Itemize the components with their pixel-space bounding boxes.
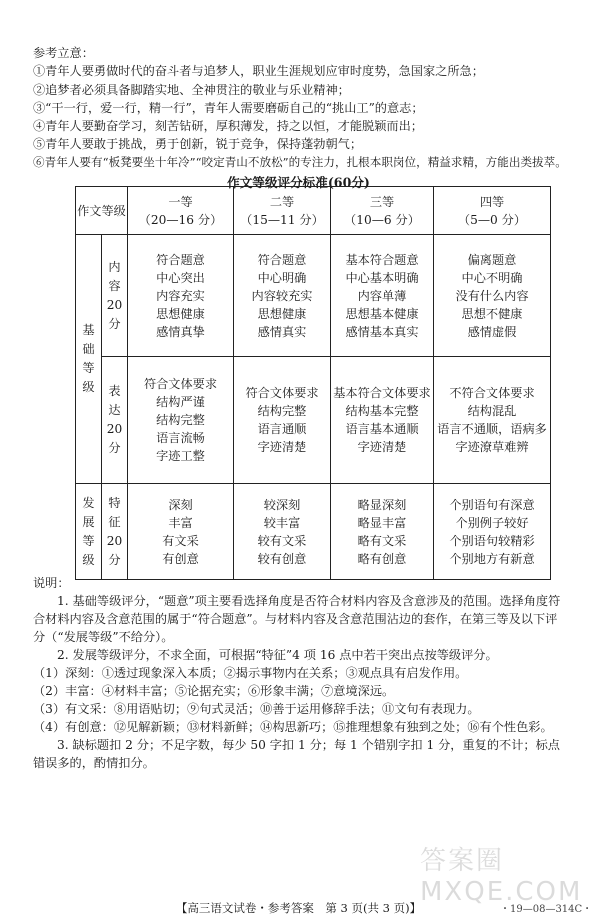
cell-expression-grade1: 符合文体要求 结构严谨 结构完整 语言流畅 字迹工整 xyxy=(128,357,234,484)
note-2: 2. 发展等级评分，不求全面，可根据“特征”4 项 16 点中若干突出点按等级评分。 xyxy=(57,648,498,662)
grade-header-row xyxy=(76,187,551,235)
cell-feature-grade2: 较深刻 较丰富 较有文采 较有创意 xyxy=(234,484,331,580)
grade-4-name: 四等 xyxy=(479,194,505,209)
cell-expression-grade4: 不符合文体要求 结构混乱 语言不通顺，语病多 字迹潦草难辨 xyxy=(434,357,551,484)
intro-point-5: ⑤青年人要敢于挑战，勇于创新，锐于竞争，保持蓬勃朝气； xyxy=(33,137,363,151)
cell-expression-grade2: 符合文体要求 结构完整 语言通顺 字迹清楚 xyxy=(234,357,331,484)
expression-row xyxy=(76,357,551,484)
note-3: 3. 缺标题扣 2 分；不足字数，每少 50 字扣 1 分；每 1 个错别字扣 1 分，重复的不计；标点错误多的，酌情扣分。 xyxy=(33,738,560,770)
intro-point-6: ⑥青年人要有“板凳要坐十年冷”“咬定青山不放松”的专注力，扎根本职岗位，精益求精，方能出类拔萃。 xyxy=(33,155,567,169)
cell-content-grade1: 符合题意 中心突出 内容充实 思想健康 感情真挚 xyxy=(128,235,234,357)
grade-4-range: （5—0 分） xyxy=(457,212,527,227)
grade-2-range: （15—11 分） xyxy=(240,212,324,227)
grade-3-range: （10—6 分） xyxy=(344,212,420,227)
note-2-sub-3: （3）有文采：⑧用语贴切；⑨句式灵活；⑩善于运用修辞手法；⑪文句有表现力。 xyxy=(33,702,480,716)
group-dev-label: 发 展 等 级 xyxy=(82,495,95,567)
scoring-table xyxy=(75,186,551,580)
grade-1-range: （20—16 分） xyxy=(138,212,223,227)
grade-3-name: 三等 xyxy=(369,194,395,209)
intro-point-4: ④青年人要勤奋学习，刻苦钻研，厚积薄发，持之以恒，才能脱颖而出； xyxy=(33,119,423,133)
note-2-sub-1: （1）深刻：①透过现象深入本质；②揭示事物内在关系；③观点具有启发作用。 xyxy=(33,666,468,680)
note-1: 1. 基础等级评分，“题意”项主要看选择角度是否符合材料内容及含意涉及的范围。选择角度符合材料内容及含意范围的属于“符合题意”。与材料内容及含意范围沾边的套作，在第三等及以下评分（“发展等级”不给分）。 xyxy=(33,594,561,644)
cell-feature-grade3: 略显深刻 略显丰富 略有文采 略有创意 xyxy=(331,484,434,580)
intro-point-2: ②追梦者必须具备脚踏实地、全神贯注的敬业与乐业精神； xyxy=(33,83,350,97)
cell-feature-grade1: 深刻 丰富 有文采 有创意 xyxy=(128,484,234,580)
cell-content-grade2: 符合题意 中心明确 内容较充实 思想健康 感情真实 xyxy=(234,235,331,357)
cell-feature-grade4: 个别语句有深意 个别例子较好 个别语句较精彩 个别地方有新意 xyxy=(434,484,551,580)
content-row xyxy=(76,235,551,357)
cell-content-grade4: 偏离题意 中心不明确 没有什么内容 思想不健康 感情虚假 xyxy=(434,235,551,357)
grade-1-name: 一等 xyxy=(168,194,193,209)
group-dev xyxy=(76,484,102,580)
grade-1-header xyxy=(128,187,234,235)
grade-4-header xyxy=(434,187,551,235)
row-label-content-text: 内 容 20 分 xyxy=(106,259,123,331)
row-label-feature xyxy=(102,484,128,580)
note-2-sub-4: （4）有创意：⑫见解新颖；⑬材料新鲜；⑭构思新巧；⑮推理想象有独到之处；⑯有个性色彩。 xyxy=(33,720,553,734)
feature-row xyxy=(76,484,551,580)
row-label-expression-text: 表 达 20 分 xyxy=(106,384,123,455)
grade-2-header xyxy=(234,187,331,235)
watermark-logo: 答案圈 MXQE.COM xyxy=(420,846,583,907)
grade-2-name: 二等 xyxy=(269,194,295,209)
row-label-content xyxy=(102,235,128,357)
grade-3-header xyxy=(331,187,434,235)
table-title: 作文等级评分标准(60分) xyxy=(227,175,370,190)
group-basic xyxy=(76,235,102,484)
intro-heading: 参考立意： xyxy=(33,46,94,60)
paper-code: ・19—08—314C・ xyxy=(500,904,593,915)
corner-cell: 作文等级 xyxy=(76,187,128,235)
group-basic-label: 基 础 等 级 xyxy=(82,323,95,394)
page-footer: 【高三语文试卷・参考答案 第 3 页(共 3 页)】 xyxy=(175,901,422,915)
notes-heading: 说明： xyxy=(33,576,70,590)
note-2-sub-2: （2）丰富：④材料丰富；⑤论据充实；⑥形象丰满；⑦意境深远。 xyxy=(33,684,395,698)
intro-point-3: ③“干一行，爱一行，精一行”，青年人需要磨砺自己的“挑山工”的意志； xyxy=(33,101,424,115)
cell-expression-grade3: 基本符合文体要求 结构基本完整 语言基本通顺 字迹清楚 xyxy=(331,357,434,484)
row-label-expression xyxy=(102,357,128,484)
intro-point-1: ①青年人要勇做时代的奋斗者与追梦人，职业生涯规划应审时度势，急国家之所急； xyxy=(33,64,484,78)
cell-content-grade3: 基本符合题意 中心基本明确 内容单薄 思想基本健康 感情基本真实 xyxy=(331,235,434,357)
row-label-feature-text: 特 征 20 分 xyxy=(106,495,123,567)
